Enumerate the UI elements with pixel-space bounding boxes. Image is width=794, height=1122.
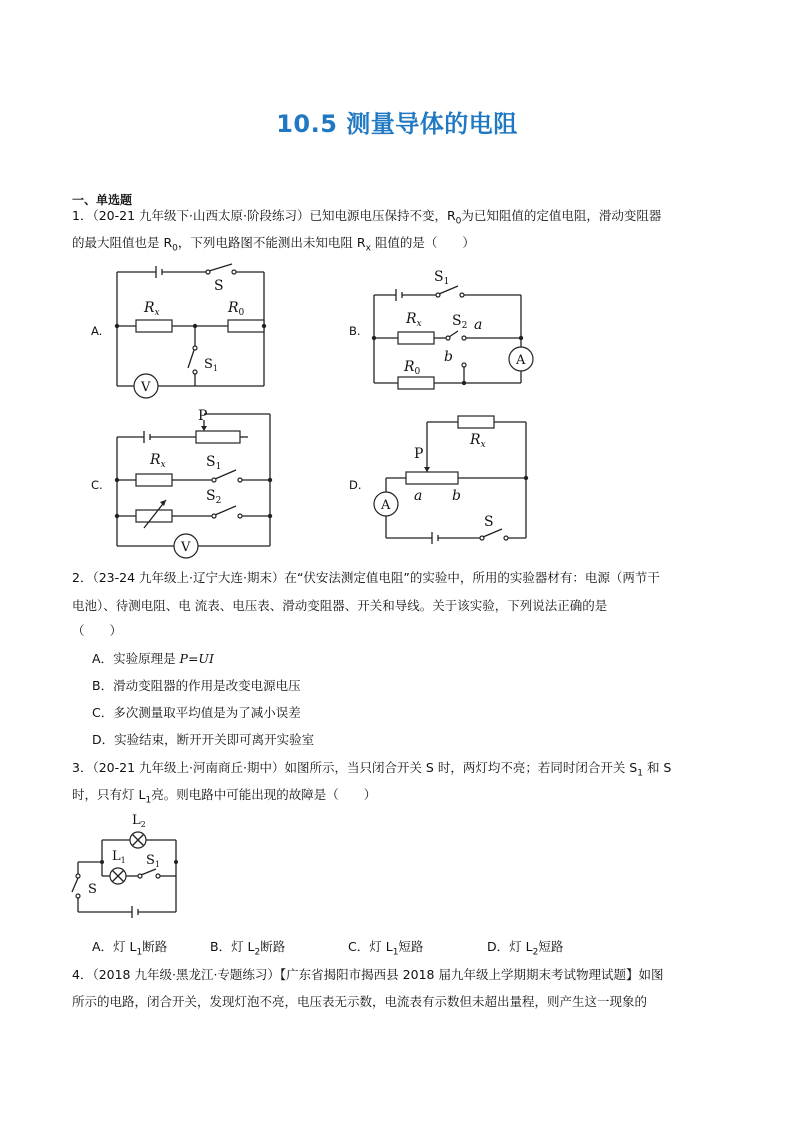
q2-option-b[interactable]: [92, 678, 301, 694]
option-label: A．: [92, 939, 114, 954]
label-s1: S: [204, 357, 213, 372]
option-sub: 2: [532, 947, 539, 958]
svg-text:S1: [146, 853, 160, 869]
q3-text-d: 亮。则电路中可能出现的故障是（ ）: [151, 787, 377, 802]
svg-text:S1: [204, 357, 218, 373]
label-s: S: [484, 514, 494, 530]
resistor-r0: [228, 320, 264, 332]
resistor-rx: [398, 332, 434, 344]
label-s1: S: [434, 269, 444, 285]
option-text: 实验结束，断开开关即可离开实验室: [114, 732, 315, 747]
q1-text-d: ，下列电路图不能测出未知电阻 R: [177, 235, 366, 250]
option-sub: 1: [136, 947, 143, 958]
label-s2-sub: 2: [461, 321, 468, 331]
label-a: a: [474, 317, 483, 333]
label-l2: L: [132, 813, 141, 828]
q1-line2: [72, 235, 475, 257]
label-rx: R: [470, 432, 481, 448]
rheostat: [406, 472, 458, 484]
svg-text:S1: [206, 454, 221, 472]
label-s2: S: [452, 313, 462, 329]
label-rx-sub: x: [480, 440, 486, 450]
q1-sub2: 0: [172, 243, 178, 254]
label-rx: R: [144, 300, 155, 316]
q3-text-c: 时，只有灯 L: [72, 787, 146, 802]
svg-text:L2: [132, 813, 146, 829]
svg-text:Rx: [149, 452, 166, 470]
option-sub: 2: [254, 947, 261, 958]
label-s1-sub: 1: [443, 277, 450, 287]
q1-option-a-label: A.: [91, 324, 103, 338]
q1-line1: [72, 208, 661, 230]
q1-text-c: 的最大阻值也是 R: [72, 235, 173, 250]
q3-option-d[interactable]: [487, 939, 563, 961]
option-text: 灯 L: [369, 939, 393, 954]
q3-option-b[interactable]: [210, 939, 285, 961]
label-rx: R: [150, 452, 161, 468]
q1-option-c-label: C.: [91, 478, 103, 492]
switch-s: [72, 878, 78, 892]
option-text-b: 断路: [142, 939, 168, 954]
circuit-diagram-c: [108, 408, 278, 558]
option-text-b: 断路: [260, 939, 286, 954]
q1-sub: 0: [455, 216, 462, 227]
circuit-diagram-d: [372, 412, 537, 547]
label-r0: R: [228, 300, 239, 316]
q3-option-c[interactable]: [348, 939, 423, 961]
label-p: P: [414, 446, 424, 462]
q3-text-b: 和 S: [642, 760, 672, 775]
svg-text:S2: [206, 488, 221, 506]
label-ammeter: A: [516, 353, 526, 368]
label-s: S: [214, 278, 224, 294]
label-ammeter: A: [381, 498, 391, 513]
svg-text:S2: [452, 313, 467, 331]
option-text-b: 短路: [538, 939, 564, 954]
option-text: 滑动变阻器的作用是改变电源电压: [113, 678, 301, 693]
option-text: 灯 L: [509, 939, 533, 954]
q1-text-a: 1．（20-21 九年级下·山西太原·阶段练习）已知电源电压保持不变，R: [72, 208, 456, 223]
option-label: D．: [487, 939, 510, 954]
option-label: C．: [92, 705, 114, 720]
option-formula: P=UI: [179, 651, 214, 666]
q3-line2: [72, 787, 376, 809]
label-s1-sub: 1: [154, 860, 160, 869]
switch-s: [209, 264, 232, 271]
q4-line1: 4．（2018 九年级·黑龙江·专题练习）【广东省揭阳市揭西县 2018 届九年级上学期期末考试物理试题】如图: [72, 967, 664, 982]
svg-text:S1: [434, 269, 449, 287]
label-s1-sub: 1: [212, 364, 218, 373]
label-l2-sub: 2: [140, 820, 146, 829]
q3-text-a: 3．（20-21 九年级上·河南商丘·期中）如图所示，当只闭合开关 S 时，两灯均不亮；若同时闭合开关 S: [72, 760, 638, 775]
q2-option-a[interactable]: [92, 651, 214, 667]
resistor-rx: [136, 474, 172, 486]
svg-text:R0: [403, 359, 421, 377]
option-text: 多次测量取平均值是为了减小误差: [113, 705, 301, 720]
resistor-rx: [458, 416, 494, 428]
svg-text:R0: [227, 300, 245, 318]
circuit-diagram-q3: [72, 812, 192, 922]
resistor-rx: [136, 320, 172, 332]
label-l1: L: [112, 849, 121, 864]
label-b: b: [452, 488, 461, 504]
svg-text:L1: [112, 849, 126, 865]
label-rx-sub: x: [154, 308, 160, 318]
label-r0-sub: 0: [414, 367, 421, 377]
label-rx-sub: x: [416, 319, 422, 329]
q1-option-d-label: D.: [349, 478, 362, 492]
q3-line1: [72, 760, 671, 782]
label-v: V: [141, 380, 151, 395]
svg-text:Rx: [143, 300, 160, 318]
rheostat: [196, 431, 240, 443]
switch-s1: [141, 869, 156, 875]
label-s2-sub: 2: [215, 496, 222, 506]
option-label: A．: [92, 651, 114, 666]
label-v: V: [181, 540, 191, 555]
label-s2: S: [206, 488, 216, 504]
label-r0: R: [404, 359, 415, 375]
q4-line2: 所示的电路，闭合开关，发现灯泡不亮，电压表无示数，电流表有示数但未超出量程，则产生这一现象的: [72, 994, 648, 1009]
label-p: P: [198, 408, 208, 424]
switch-s2: [215, 506, 236, 515]
option-text-b: 短路: [398, 939, 424, 954]
label-l1-sub: 1: [120, 856, 126, 865]
label-rx: R: [406, 311, 417, 327]
q3-option-a[interactable]: [92, 939, 167, 961]
label-a: a: [414, 488, 423, 504]
page-title: 10.5 测量导体的电阻: [276, 110, 518, 138]
label-s1: S: [146, 853, 155, 868]
option-text: 灯 L: [113, 939, 137, 954]
option-label: C．: [348, 939, 370, 954]
label-s: S: [88, 882, 97, 897]
option-label: B．: [210, 939, 232, 954]
option-label: D．: [92, 732, 115, 747]
label-b: b: [444, 349, 453, 365]
label-r0-sub: 0: [238, 308, 245, 318]
q3-sub: 1: [637, 768, 643, 779]
q2-option-d[interactable]: [92, 732, 314, 748]
option-text: 灯 L: [231, 939, 255, 954]
circuit-diagram-a: [110, 262, 270, 395]
q1-text-b: 为已知阻值的定值电阻，滑动变阻器: [461, 208, 662, 223]
option-label: B．: [92, 678, 114, 693]
q3-sub2: 1: [145, 795, 152, 806]
q2-line2: 电池）、待测电阻、电 流表、电压表、滑动变阻器、开关和导线。关于该实验，下列说法正确的是: [72, 598, 608, 613]
q1-sub3: x: [365, 243, 371, 254]
resistor-r0: [398, 377, 434, 389]
svg-text:Rx: [405, 311, 422, 329]
circuit-diagram-b: [366, 265, 536, 390]
switch-s1: [188, 350, 194, 368]
label-s1: S: [206, 454, 216, 470]
q2-line3: （ ）: [72, 623, 123, 638]
svg-text:Rx: [469, 432, 486, 450]
switch-s1: [439, 286, 458, 294]
switch-s2: [449, 331, 458, 337]
option-text: 实验原理是: [113, 651, 180, 666]
q1-option-b-label: B.: [349, 324, 361, 338]
label-rx-sub: x: [160, 460, 166, 470]
section-heading: 一、单选题: [72, 193, 133, 207]
q2-line1: 2．（23-24 九年级上·辽宁大连·期末）在“伏安法测定值电阻”的实验中，所用的实验器材有：电源（两节干: [72, 570, 660, 585]
switch-s: [483, 529, 502, 537]
q2-option-c[interactable]: [92, 705, 301, 721]
option-sub: 1: [392, 947, 399, 958]
label-s1-sub: 1: [215, 462, 222, 472]
q1-text-e: 阻值的是（ ）: [370, 235, 475, 250]
